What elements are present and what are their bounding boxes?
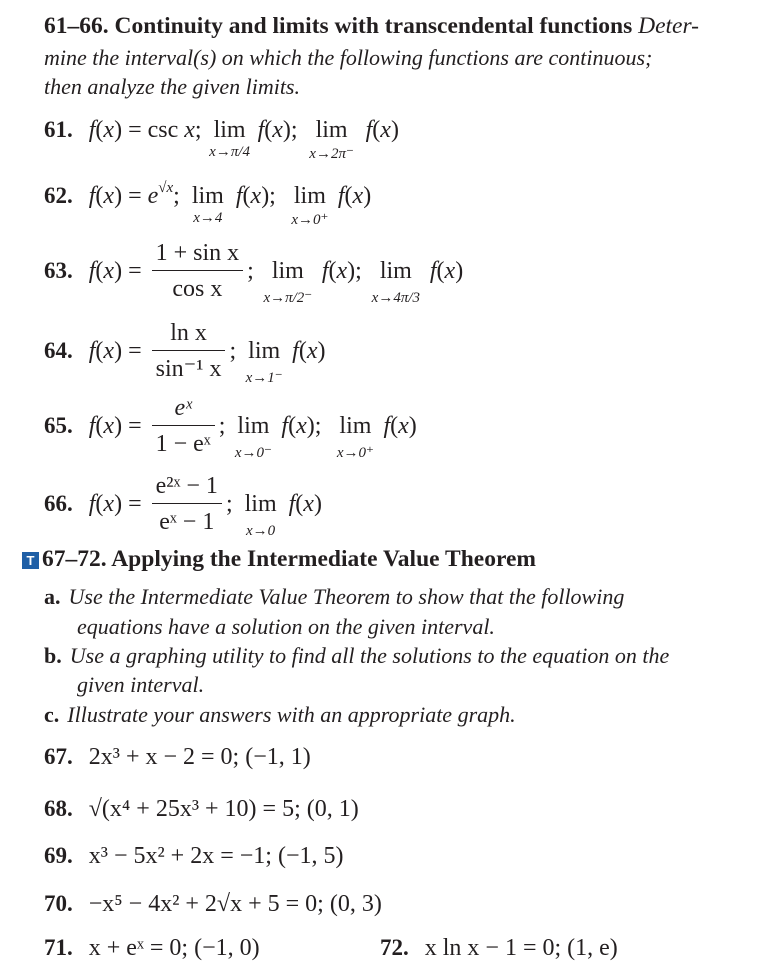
limit-1: lim x→0⁻ <box>237 411 269 441</box>
exercise-number: 69. <box>44 843 73 868</box>
exercise-68 <box>44 796 359 823</box>
equation: −x⁵ − 4x² + 2√x + 5 = 0; (0, 3) <box>88 891 382 917</box>
limit-subscript: x→4π/3 <box>371 290 421 306</box>
section-heading-61-66 <box>44 12 699 41</box>
limit-1: lim x→1⁻ <box>248 336 280 366</box>
numerator: 1 + sin x <box>152 238 244 271</box>
limit-subscript: x→π/2⁻ <box>263 290 313 306</box>
denominator: sin⁻¹ x <box>155 356 222 382</box>
part-text: Use a graphing utility to find all the solutions to the equation on the <box>69 643 670 668</box>
equation: √(x⁴ + 25x³ + 10) = 5; (0, 1) <box>88 796 359 822</box>
part-b <box>44 641 669 670</box>
exercise-66: 66. f(x) = $\frac{\text{e²ˣ − 1}}{\text{eˣ − 1}}$ ; lim x→0 f(x) <box>44 471 322 537</box>
limit-1: lim x→π/2⁻ <box>272 256 304 286</box>
limit-2: lim x→0⁺ <box>339 411 371 441</box>
limit-subscript: x→0⁻ <box>234 445 272 461</box>
equation: x ln x − 1 = 0; (1, e) <box>424 935 618 961</box>
exercise-65: 65. f(x) = $\frac{\text{eˣ}}{\text{1 − eˣ}}$ ; lim x→0⁻ f(x); lim x→0⁺ f(x) <box>44 393 417 459</box>
section-intro-line-2: mine the interval(s) on which the following functions are continuous; <box>44 45 653 70</box>
denominator: cos x <box>172 276 223 302</box>
fraction <box>152 393 215 459</box>
exercise-number: 70. <box>44 891 73 916</box>
exercise-number: 61. <box>44 117 73 142</box>
exercise-71 <box>44 935 260 962</box>
equation: 2x³ + x − 2 = 0; (−1, 1) <box>88 744 311 770</box>
exercise-number: 64. <box>44 338 73 363</box>
fraction <box>152 471 222 537</box>
technology-badge-icon: T <box>22 552 39 569</box>
part-text: Use the Intermediate Value Theorem to show that the following <box>68 584 625 609</box>
exercise-64: 64. f(x) = $\frac{\text{ln x}}{\text{sin⁻¹ x}}$ ; lim x→1⁻ f(x) <box>44 318 326 384</box>
part-label: c. <box>44 702 60 727</box>
section-heading-italic: Deter- <box>638 13 699 39</box>
fraction <box>152 238 244 304</box>
limit-subscript: x→1⁻ <box>245 370 283 386</box>
limit-1: lim x→0 <box>245 489 277 519</box>
limit-1: lim x→4 <box>191 183 224 226</box>
limit-subscript: x→0⁺ <box>291 212 329 228</box>
exercise-62: 62. $f(x) = e^{√x}$; lim x→4 f(x); lim x→0⁺ f(x) <box>44 180 372 228</box>
equation: x + eˣ = 0; (−1, 0) <box>88 935 260 961</box>
numerator: eˣ <box>152 393 215 426</box>
part-c <box>44 700 516 729</box>
section-heading-bold: 61–66. Continuity and limits with transcendental functions <box>44 13 633 39</box>
exercise-72 <box>380 935 618 962</box>
denominator: eˣ − 1 <box>159 509 215 535</box>
part-b-line-2: given interval. <box>77 672 205 697</box>
exercise-number: 62. <box>44 183 73 208</box>
exercise-number: 71. <box>44 935 73 960</box>
exercise-61: 61. f(x) = csc x; lim x→π/4 f(x); lim x→2π⁻ f(x) <box>44 117 399 162</box>
limit-subscript: x→4 <box>193 210 223 226</box>
exercise-number: 72. <box>380 935 409 960</box>
section-heading-text: 67–72. Applying the Intermediate Value Theorem <box>42 546 536 572</box>
limit-2: lim x→4π/3 <box>380 256 412 286</box>
equation: x³ − 5x² + 2x = −1; (−1, 5) <box>88 843 344 869</box>
numerator: ln x <box>152 318 226 351</box>
part-a <box>44 582 624 611</box>
limit-1: lim x→π/4 <box>209 117 250 160</box>
limit-subscript: x→2π⁻ <box>309 146 354 162</box>
exercise-67 <box>44 744 311 771</box>
section-intro-line-3: then analyze the given limits. <box>44 74 300 99</box>
exercise-number: 66. <box>44 491 73 516</box>
exercise-70 <box>44 891 382 918</box>
limit-subscript: x→π/4 <box>209 144 250 160</box>
exercise-69 <box>44 843 343 870</box>
part-label: b. <box>44 643 62 668</box>
part-label: a. <box>44 584 61 609</box>
exercise-number: 68. <box>44 796 73 821</box>
exercise-63: 63. f(x) = $\frac{\text{1 + sin x}}{\text{cos x}}$ ; lim x→π/2⁻ f(x); lim x→4π/3 f(x) <box>44 238 463 304</box>
exercise-number: 67. <box>44 744 73 769</box>
fraction <box>152 318 226 384</box>
limit-subscript: x→0⁺ <box>336 445 374 461</box>
limit-subscript: x→0 <box>246 523 276 539</box>
part-text: Illustrate your answers with an appropriate graph. <box>67 702 516 727</box>
denominator: 1 − eˣ <box>155 431 211 457</box>
section-heading-67-72 <box>22 545 536 574</box>
numerator: e²ˣ − 1 <box>152 471 222 504</box>
limit-2: lim x→2π⁻ <box>309 117 354 162</box>
exercise-number: 63. <box>44 258 73 283</box>
exercise-number: 65. <box>44 413 73 438</box>
part-a-line-2: equations have a solution on the given interval. <box>77 614 495 639</box>
limit-2: lim x→0⁺ <box>291 183 329 228</box>
